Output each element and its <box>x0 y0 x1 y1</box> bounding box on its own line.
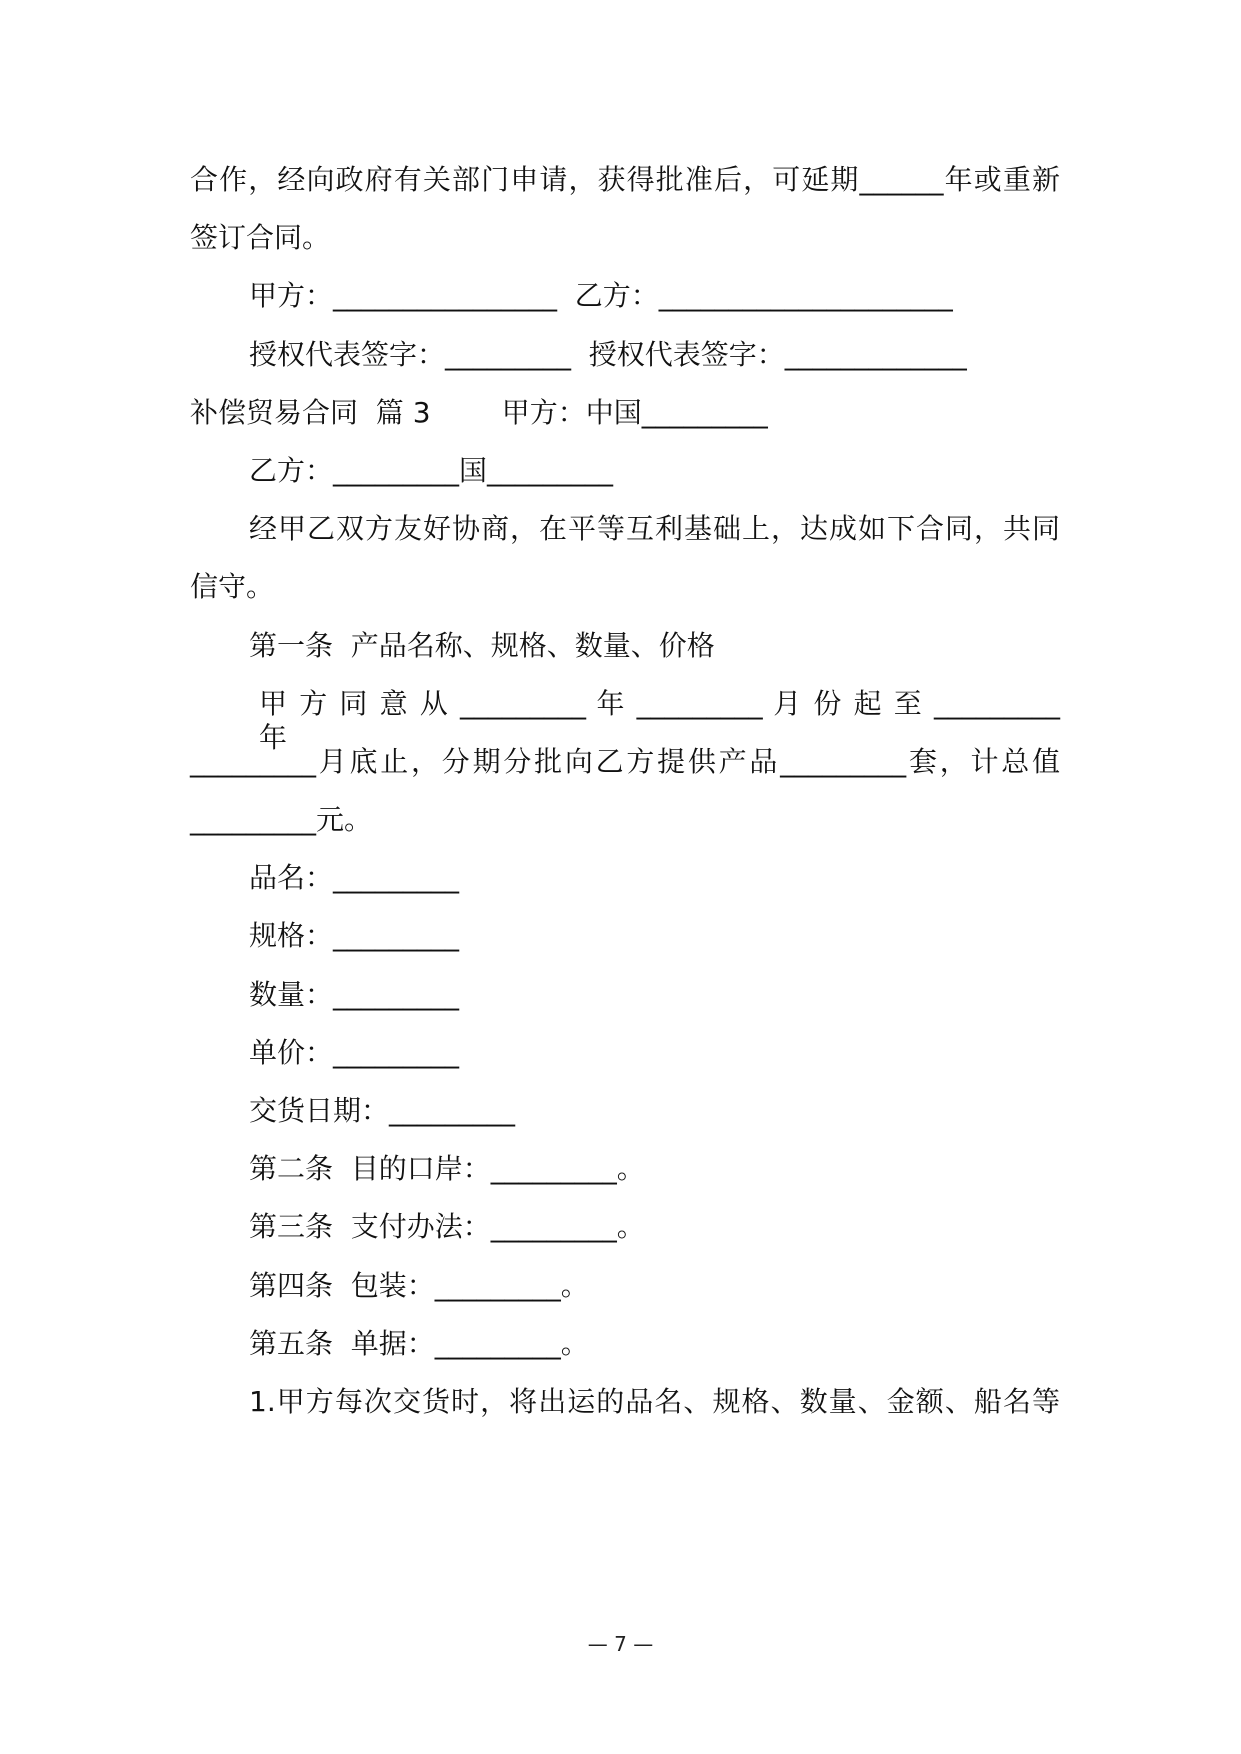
section-heading: 补偿贸易合同 篇 3 甲方：中国_________ <box>190 396 768 429</box>
paragraph-line: 甲 方 同 意 从 _________ 年 _________ 月 份 起 至 _________ 年 <box>259 687 1060 754</box>
paragraph-line: 信守。 <box>190 570 275 603</box>
field-line: 品名：_________ <box>249 861 460 894</box>
page-number: — 7 — <box>587 1632 654 1656</box>
article-line: 第二条 目的口岸：_________。 <box>249 1152 645 1185</box>
paragraph-line: 1.甲方每次交货时，将出运的品名、规格、数量、金额、船名等 <box>249 1385 1060 1418</box>
paragraph-line: _________元。 <box>190 803 373 836</box>
field-line: 交货日期：_________ <box>249 1094 516 1127</box>
party-b-line: 乙方：_________国_________ <box>249 454 614 487</box>
field-line: 数量：_________ <box>249 978 460 1011</box>
article-line: 第三条 支付办法：_________。 <box>249 1210 645 1243</box>
article-line: 第五条 单据：_________。 <box>249 1327 589 1360</box>
field-line: 规格：_________ <box>249 919 460 952</box>
signature-line-parties: 甲方：________________ 乙方：_____________________ <box>249 279 953 312</box>
article-heading: 第一条 产品名称、规格、数量、价格 <box>249 629 715 662</box>
paragraph-line: 签订合同。 <box>190 221 331 254</box>
signature-line-representatives: 授权代表签字：_________ 授权代表签字：_____________ <box>249 338 967 371</box>
paragraph-line: 合作，经向政府有关部门申请，获得批准后，可延期______年或重新 <box>190 163 1060 196</box>
field-line: 单价：_________ <box>249 1036 460 1069</box>
paragraph-line: _________月底止，分期分批向乙方提供产品_________套，计总值 <box>190 745 1060 778</box>
article-line: 第四条 包装：_________。 <box>249 1269 589 1302</box>
paragraph-line: 经甲乙双方友好协商，在平等互利基础上，达成如下合同，共同 <box>249 512 1060 545</box>
